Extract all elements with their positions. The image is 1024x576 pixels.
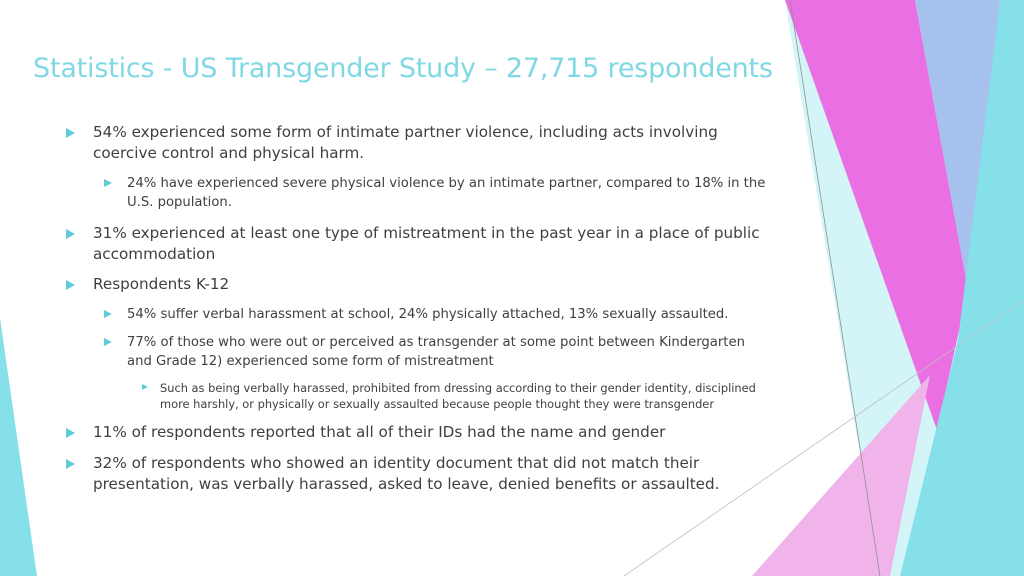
bullet-identity-document bbox=[66, 453, 766, 495]
right-triangle-bullet-icon bbox=[66, 428, 75, 438]
bullet-text: 31% experienced at least one type of mistreatment in the past year in a place of public accommodation bbox=[93, 224, 760, 263]
bullet-mistreatment-k12 bbox=[104, 333, 772, 371]
bullet-text: 77% of those who were out or perceived as transgender at some point between Kindergarten and Grade 12) experienced some form of mistreatment bbox=[127, 335, 745, 369]
right-triangle-bullet-icon bbox=[66, 128, 75, 138]
bullet-text: 11% of respondents reported that all of their IDs had the name and gender bbox=[93, 423, 666, 441]
bullet-text: 54% experienced some form of intimate partner violence, including acts involving coercive control and physical harm. bbox=[93, 123, 718, 162]
right-triangle-bullet-icon bbox=[66, 280, 75, 290]
bullet-ids-name-gender bbox=[66, 422, 766, 443]
bullet-text: 24% have experienced severe physical violence by an intimate partner, compared to 18% in the U.S. population. bbox=[127, 176, 766, 210]
bullet-respondents-k12 bbox=[66, 274, 766, 295]
slide-title: Statistics - US Transgender Study – 27,715 respondents bbox=[33, 53, 773, 84]
bullet-text: 54% suffer verbal harassment at school, 24% physically attached, 13% sexually assaulted. bbox=[127, 307, 729, 322]
bullet-text: 32% of respondents who showed an identity document that did not match their presentation, was verbally harassed, asked to leave, denied benefits or assaulted. bbox=[93, 454, 720, 493]
right-triangle-bullet-icon bbox=[142, 384, 148, 390]
right-triangle-bullet-icon bbox=[104, 310, 112, 318]
bullet-public-accommodation bbox=[66, 223, 766, 265]
bullet-severe-physical-violence bbox=[104, 174, 772, 212]
left-cyan-wedge bbox=[0, 318, 37, 576]
bullet-intimate-partner-violence bbox=[66, 122, 766, 164]
bullet-text: Such as being verbally harassed, prohibited from dressing according to their gender identity, disciplined more harshly, or physically or sexually assaulted because people thought they were transgender bbox=[160, 381, 756, 411]
bullet-mistreatment-examples bbox=[142, 380, 782, 412]
right-triangle-bullet-icon bbox=[66, 229, 75, 239]
bullet-text: Respondents K-12 bbox=[93, 275, 230, 293]
right-triangle-bullet-icon bbox=[104, 179, 112, 187]
right-triangle-bullet-icon bbox=[66, 459, 75, 469]
right-triangle-bullet-icon bbox=[104, 338, 112, 346]
bullet-verbal-harassment-school bbox=[104, 305, 772, 324]
